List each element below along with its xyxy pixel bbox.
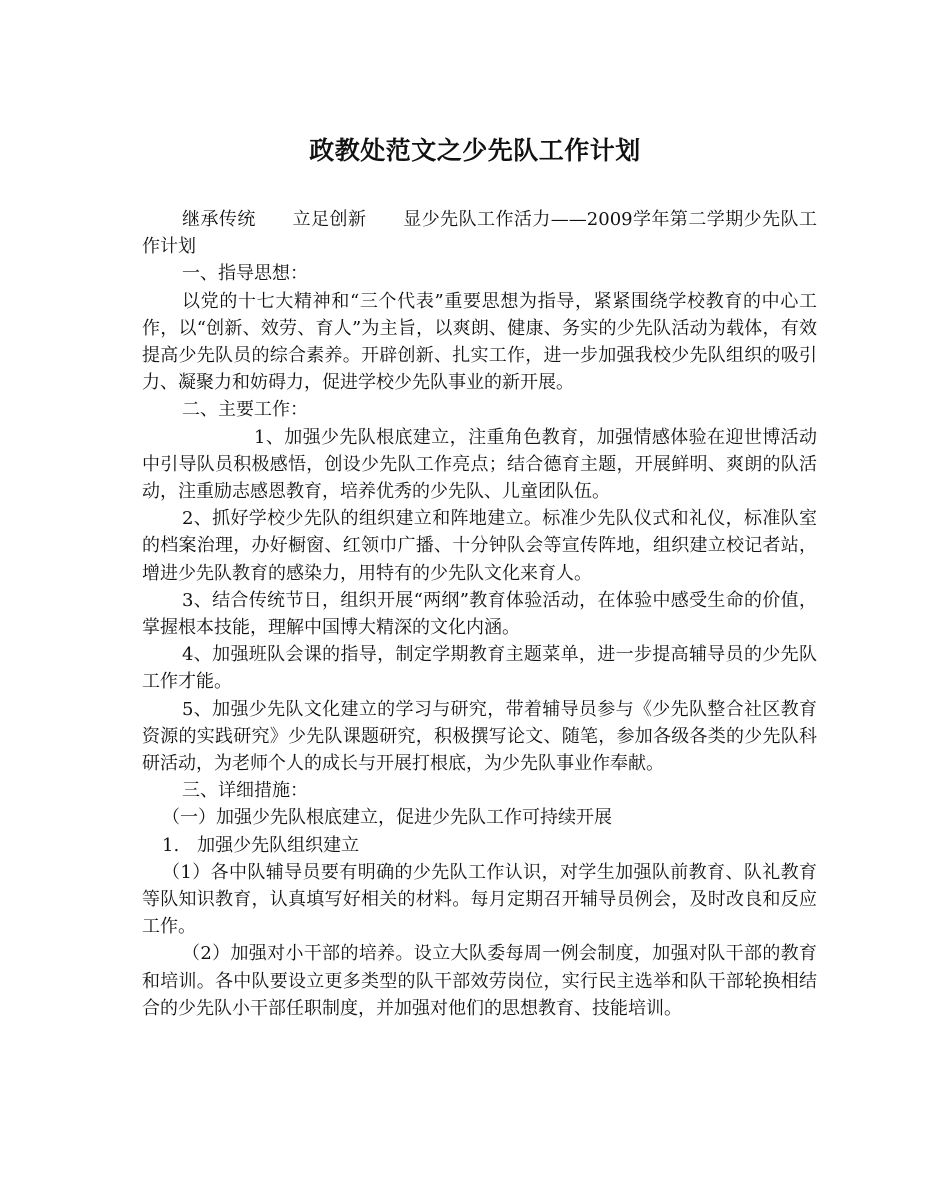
main-work-item-3: 3、结合传统节日，组织开展“两纲”教育体验活动，在体验中感受生命的价值，掌握根本技能，理解中国博大精深的文化内涵。 xyxy=(142,589,817,639)
section-heading-main-work: 二、主要工作： xyxy=(182,399,308,421)
document-subtitle: 继承传统 立足创新 显少先队工作活力——2009学年第二学期少先队工作计划 xyxy=(142,209,817,258)
main-work-item-1: 1、加强少先队根底建立，注重角色教育，加强情感体验在迎世博活动中引导队员积极感悟，创设少先队工作亮点；结合德育主题，开展鲜明、爽朗的队活动，注重励志感恩教育，培养优秀的少先队、儿童团队伍。 xyxy=(142,426,817,503)
main-work-item-2: 2、抓好学校少先队的组织建立和阵地建立。标准少先队仪式和礼仪，标准队室的档案治理，办好橱窗、红领巾广播、十分钟队会等宣传阵地，组织建立校记者站，增进少先队教育的感染力，用特有的少先队文化来育人。 xyxy=(142,508,817,584)
measures-item-1-heading: 1. 加强少先队组织建立 xyxy=(162,834,360,856)
measures-subheading-1: （一）加强少先队根底建立，促进少先队工作可持续开展 xyxy=(162,807,612,829)
section-heading-measures: 三、详细措施： xyxy=(182,780,308,802)
document-body xyxy=(142,206,817,1022)
main-work-item-4: 4、加强班队会课的指导，制定学期教育主题菜单，进一步提高辅导员的少先队工作才能。 xyxy=(142,644,817,693)
main-work-item-5: 5、加强少先队文化建立的学习与研究，带着辅导员参与《少先队整合社区教育资源的实践研究》少先队课题研究，积极撰写论文、随笔，参加各级各类的少先队科研活动，为老师个人的成长与开展打根底，为少先队事业作奉献。 xyxy=(142,698,817,775)
paragraph-guiding-ideology: 以党的十七大精神和“三个代表”重要思想为指导，紧紧围绕学校教育的中心工作，以“创新、效劳、育人”为主旨，以爽朗、健康、务实的少先队活动为载体，有效提高少先队员的综合素养。开辟创新、扎实工作，进一步加强我校少先队组织的吸引力、凝聚力和妨碍力，促进学校少先队事业的新开展。 xyxy=(142,290,817,394)
measures-item-1-1: （1）各中队辅导员要有明确的少先队工作认识，对学生加强队前教育、队礼教育等队知识教育，认真填写好相关的材料。每月定期召开辅导员例会，及时改良和反应工作。 xyxy=(142,861,817,938)
measures-item-1-2: （2）加强对小干部的培养。设立大队委每周一例会制度，加强对队干部的教育和培训。各中队要设立更多类型的队干部效劳岗位，实行民主选举和队干部轮换相结合的少先队小干部任职制度，并加强对他们的思想教育、技能培训。 xyxy=(142,943,817,1019)
document-title: 政教处范文之少先队工作计划 xyxy=(309,136,641,165)
section-heading-guiding-ideology: 一、指导思想： xyxy=(182,263,308,285)
